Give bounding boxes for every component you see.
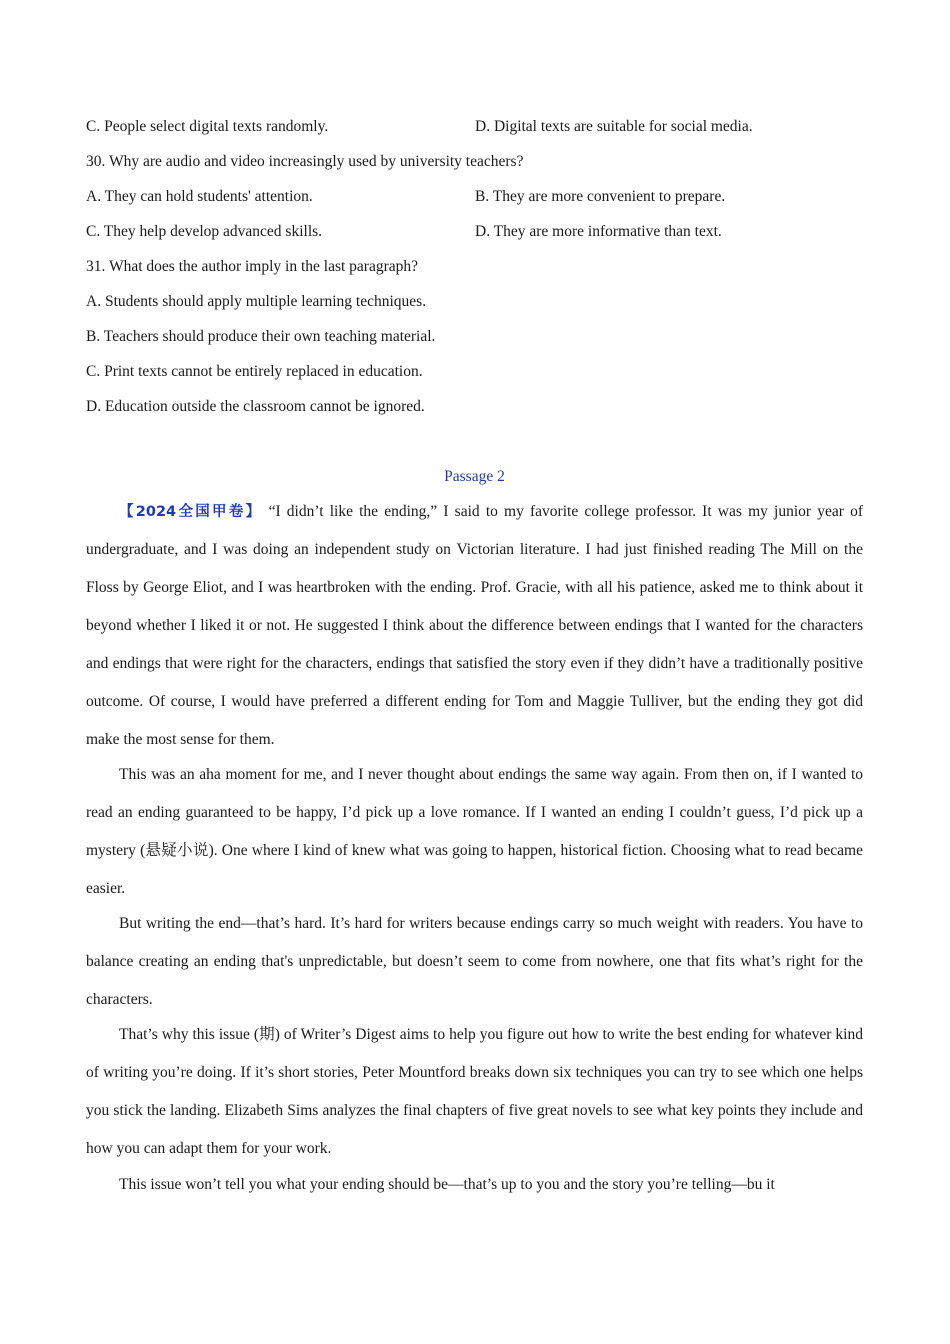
q31-option-d: D. Education outside the classroom cannot be ignored.	[86, 398, 425, 415]
passage-paragraph-2: This was an aha moment for me, and I never thought about endings the same way again. From then on, if I wanted to read an ending guaranteed to be happy, I’d pick up a love romance. If I wanted an ending I couldn’t guess, I’d pick up a mystery (悬疑小说). One where I kind of knew what was going to happen, historical fiction. Choosing what to read became easier.	[86, 766, 863, 897]
q31-option-c: C. Print texts cannot be entirely replaced in education.	[86, 363, 423, 380]
source-tag: 【2024全国甲卷】	[119, 504, 263, 520]
q30-option-b: B. They are more convenient to prepare.	[475, 188, 726, 205]
passage-paragraph-1	[86, 493, 863, 759]
q30-stem: 30. Why are audio and video increasingly used by university teachers?	[86, 153, 524, 170]
passage-paragraph-5: This issue won’t tell you what your ending should be—that’s up to you and the story you’re telling—bu it	[119, 1176, 775, 1193]
q31-option-a: A. Students should apply multiple learning techniques.	[86, 293, 427, 310]
q31-stem: 31. What does the author imply in the last paragraph?	[86, 258, 419, 275]
q30-option-d: D. They are more informative than text.	[475, 223, 722, 240]
passage-paragraph-4: That’s why this issue (期) of Writer’s Digest aims to help you figure out how to write the best ending for whatever kind of writing you’re doing. If it’s short stories, Peter Mountford breaks down six techniques you can try to see which one helps you stick the landing. Elizabeth Sims analyzes the final chapters of five great novels to see what key points they include and how you can adapt them for your work.	[86, 1026, 863, 1157]
q30-option-a: A. They can hold students' attention.	[86, 188, 313, 205]
q31-option-b: B. Teachers should produce their own teaching material.	[86, 328, 436, 345]
passage-title: Passage 2	[444, 468, 505, 485]
paragraph-1-text: “I didn’t like the ending,” I said to my favorite college professor. It was my junior year of undergraduate, and I was doing an independent study on Victorian literature. I had just finished reading The Mill on the Floss by George Eliot, and I was heartbroken with the ending. Prof. Gracie, with all his patience, asked me to think about it beyond whether I liked it or not. He suggested I think about the difference between endings that I wanted for the characters and endings that were right for the characters, endings that satisfied the story even if they didn’t have a traditionally positive outcome. Of course, I would have preferred a different ending for Tom and Maggie Tulliver, but the ending they got did make the most sense for them.	[86, 503, 864, 748]
q29-option-c: C. People select digital texts randomly.	[86, 118, 329, 135]
q29-option-d: D. Digital texts are suitable for social media.	[475, 118, 753, 135]
passage-paragraph-3: But writing the end—that’s hard. It’s hard for writers because endings carry so much weight with readers. You have to balance creating an ending that's unpredictable, but doesn’t seem to come from nowhere, one that fits what’s right for the characters.	[86, 915, 863, 1008]
q30-option-c: C. They help develop advanced skills.	[86, 223, 323, 240]
